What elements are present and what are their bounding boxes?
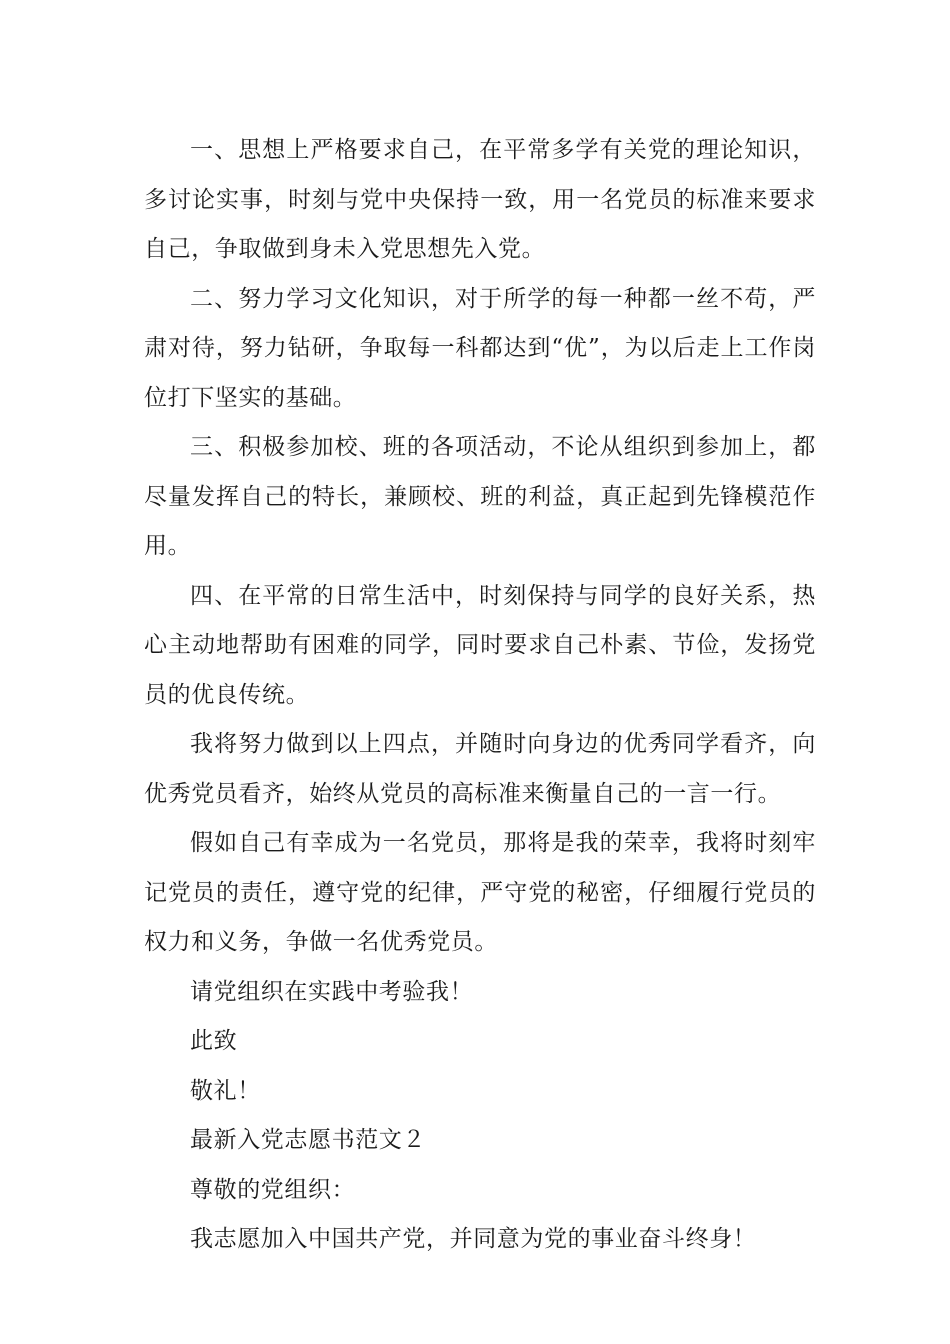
paragraph-point-3: 三、积极参加校、班的各项活动，不论从组织到参加上，都尽量发挥自己的特长，兼顾校、班的利益，真正起到先锋模范作用。: [144, 434, 816, 559]
paragraph-point-4: 四、在平常的日常生活中，时刻保持与同学的良好关系，热心主动地帮助有困难的同学，同时要求自己朴素、节俭，发扬党员的优良传统。: [144, 582, 816, 708]
closing-salutation: 此致: [190, 1028, 238, 1054]
paragraph-commitment: 我将努力做到以上四点，并随时向身边的优秀同学看齐，向优秀党员看齐，始终从党员的高标准来衡量自己的一言一行。: [144, 731, 816, 807]
paragraph-intent: 我志愿加入中国共产党，并同意为党的事业奋斗终身！: [190, 1226, 757, 1252]
section-heading: 最新入党志愿书范文２: [190, 1127, 426, 1153]
document-body: [144, 126, 816, 1265]
paragraph-point-2: 二、努力学习文化知识，对于所学的每一种都一丝不苟，严肃对待，努力钻研，争取每一科都达到“优”，为以后走上工作岗位打下坚实的基础。: [144, 285, 816, 411]
paragraph-honor: 假如自己有幸成为一名党员，那将是我的荣幸，我将时刻牢记党员的责任，遵守党的纪律，严守党的秘密，仔细履行党员的权力和义务，争做一名优秀党员。: [144, 830, 816, 955]
letter-greeting: 尊敬的党组织：: [190, 1176, 356, 1203]
paragraph-point-1: 一、思想上严格要求自己，在平常多学有关党的理论知识，多讨论实事，时刻与党中央保持一致，用一名党员的标准来要求自己，争取做到身未入党思想先入党。: [144, 137, 816, 262]
closing-regards: 敬礼！: [190, 1077, 261, 1104]
paragraph-test-me: 请党组织在实践中考验我！: [190, 978, 474, 1005]
